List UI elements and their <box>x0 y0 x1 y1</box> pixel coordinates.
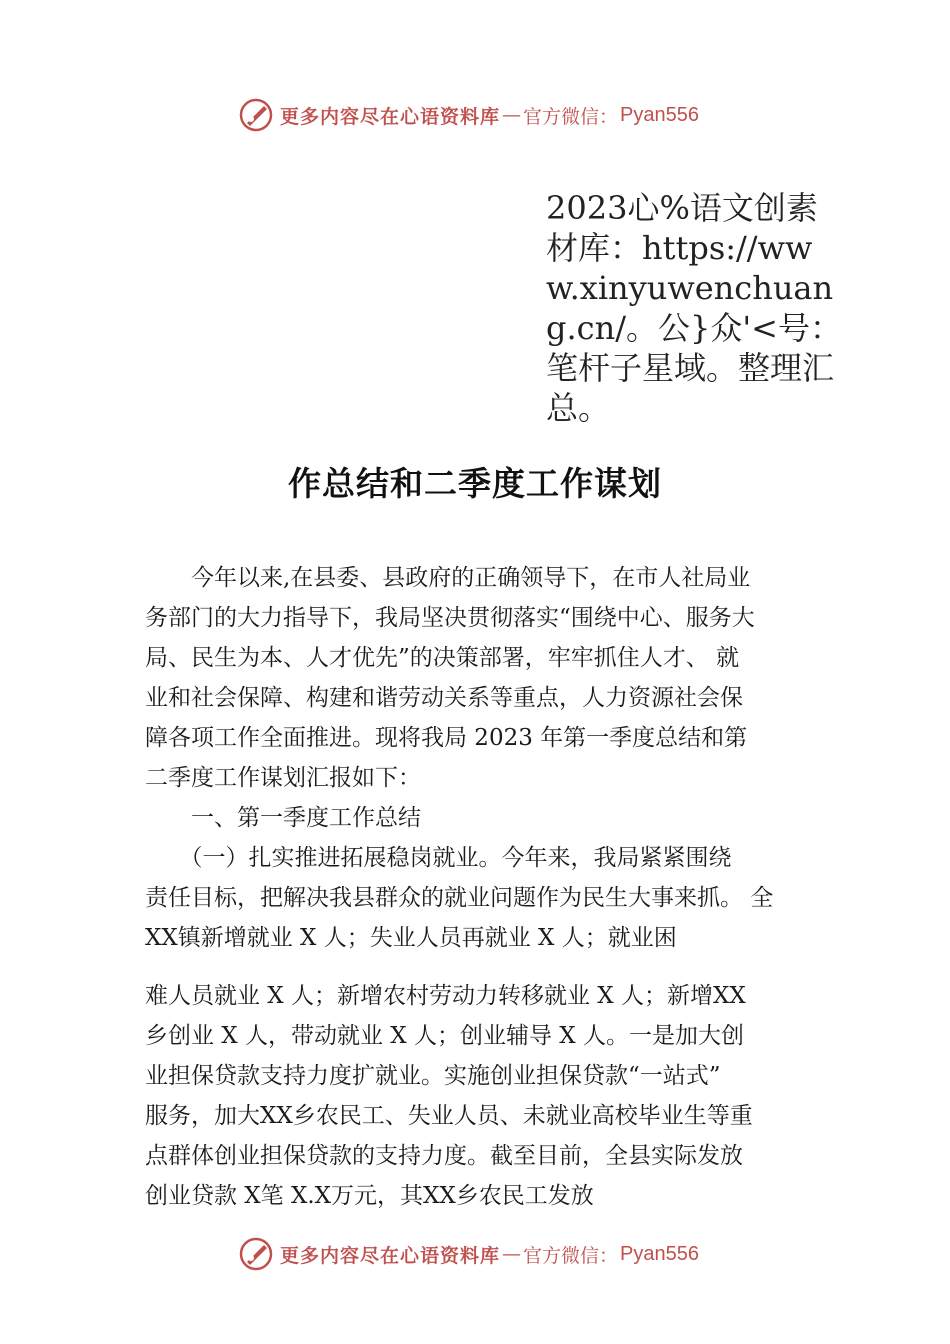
banner-wechat-id: Pyan556 <box>620 103 699 126</box>
text-line: 服务，加大XX乡农民工、失业人员、未就业高校毕业生等重 <box>145 1103 753 1129</box>
banner-text: 更多内容尽在心语资料库 <box>280 1244 501 1267</box>
corner-note: 2023心%语文创素材库：https://www.xinyuwenchuang.cn/。公}众'<号：笔杆子星域。整理汇总。 <box>546 189 842 427</box>
text-line: 点群体创业担保贷款的支持力度。截至目前，全县实际发放 <box>145 1143 743 1169</box>
pen-seal-logo <box>238 1236 274 1272</box>
section-heading: 一、第一季度工作总结 <box>145 805 421 831</box>
banner-separator: — <box>502 1243 522 1265</box>
text-line: 务部门的大力指导下，我局坚决贯彻落实“围绕中心、服务大 <box>145 605 755 631</box>
text-line: （一）扎实推进拓展稳岗就业。今年来，我局紧紧围绕 <box>145 845 732 871</box>
body-paragraph <box>145 976 817 1216</box>
banner-wechat-label: 官方微信： <box>523 105 619 128</box>
text-line: 二季度工作谋划汇报如下： <box>145 765 421 791</box>
banner-text: 更多内容尽在心语资料库 <box>280 105 501 128</box>
banner-wechat-label: 官方微信： <box>523 1244 619 1267</box>
banner-separator: — <box>502 104 522 126</box>
header-banner <box>238 96 699 134</box>
text-line: XX镇新增就业 X 人；失业人员再就业 X 人；就业困 <box>145 925 677 951</box>
pen-seal-logo <box>238 97 274 133</box>
footer-banner <box>238 1235 699 1273</box>
text-line: 创业贷款 X笔 X.X万元，其XX乡农民工发放 <box>145 1183 594 1209</box>
text-line: 障各项工作全面推进。现将我局 2023 年第一季度总结和第 <box>145 725 748 751</box>
text-line: 乡创业 X 人，带动就业 X 人；创业辅导 X 人。一是加大创 <box>145 1023 744 1049</box>
text-line: 责任目标，把解决我县群众的就业问题作为民生大事来抓。 全 <box>145 885 774 911</box>
text-line: 业担保贷款支持力度扩就业。实施创业担保贷款“一站式” <box>145 1063 721 1089</box>
banner-wechat-id: Pyan556 <box>620 1242 699 1265</box>
text-line: 局、民生为本、人才优先”的决策部署，牢牢抓住人才、 就 <box>145 645 740 671</box>
text-line: 今年以来,在县委、县政府的正确领导下，在市人社局业 <box>145 565 751 591</box>
text-line: 业和社会保障、构建和谐劳动关系等重点，人力资源社会保 <box>145 685 743 711</box>
intro-paragraph <box>145 558 817 958</box>
document-title: 作总结和二季度工作谋划 <box>288 464 662 503</box>
text-line: 难人员就业 X 人；新增农村劳动力转移就业 X 人；新增XX <box>145 983 746 1009</box>
